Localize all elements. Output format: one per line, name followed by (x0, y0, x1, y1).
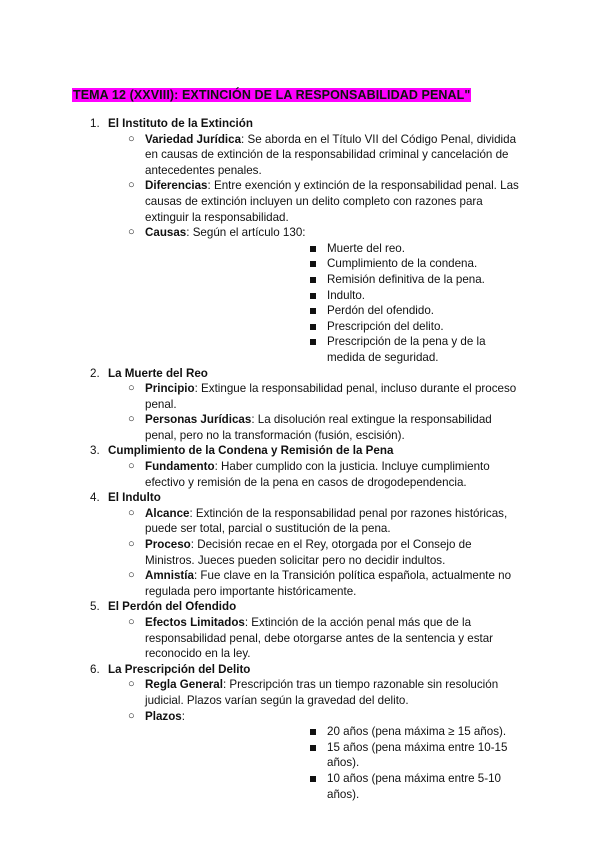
bullet-term: Variedad Jurídica (145, 132, 242, 146)
square-bullet-icon (310, 776, 316, 782)
section-heading: El Perdón del Ofendido (108, 600, 237, 614)
section-heading: El Indulto (108, 491, 161, 505)
sub-bullet-text: 10 años (pena máxima entre 5-10 años). (327, 771, 502, 801)
bullet-text: : Decisión recae en el Rey, otorgada por el Consejo de Ministros. Jueces pueden solicitar pero no decidir indultos. (145, 538, 472, 567)
square-bullet-icon (310, 261, 316, 267)
hollow-bullet-icon: ○ (128, 382, 135, 395)
section-heading: La Prescripción del Delito (108, 662, 251, 676)
bullet-text: : Extinción de la responsabilidad penal por razones históricas, puede ser total, parcial o sustitución de la pena. (145, 506, 508, 536)
bullet-list (0, 506, 600, 600)
hollow-bullet-icon: ○ (128, 179, 135, 192)
sub-bullet-item (145, 724, 522, 740)
bullet-text: : Se aborda en el Título VII del Código Penal, dividida en causas de extinción de la responsabilidad criminal y cancelación de antecedentes penales. (145, 132, 517, 177)
square-bullet-icon (310, 293, 316, 299)
square-bullet-icon (310, 308, 316, 314)
bullet-item (0, 412, 600, 443)
bullet-text: : Extinción de la acción penal más que de la responsabilidad penal, debe otorgarse antes de la sentencia y estar reconocido en la ley. (145, 616, 494, 661)
section-number: 6. (90, 662, 100, 676)
bullet-text: : Haber cumplido con la justicia. Incluye cumplimiento efectivo y remisión de la pena en casos de drogodependencia. (145, 460, 490, 489)
sub-bullet-item (145, 241, 522, 257)
sub-bullet-text: Muerte del reo. (327, 241, 405, 255)
square-bullet-icon (310, 277, 316, 283)
bullet-text: : Fue clave en la Transición política española, actualmente no regulada pero importante históricamente. (145, 569, 512, 598)
bullet-item (0, 459, 600, 490)
bullet-term: Diferencias (145, 179, 208, 193)
bullet-term: Causas (145, 226, 187, 240)
section-heading: El Instituto de la Extinción (108, 117, 253, 130)
bullet-text: : Prescripción tras un tiempo razonable sin resolución judicial. Plazos varían según la gravedad del delito. (145, 678, 499, 707)
bullet-term: Proceso (145, 538, 191, 552)
bullet-item (0, 178, 600, 225)
bullet-text: : (181, 709, 185, 723)
bullet-text: : Según el artículo 130: (186, 226, 306, 240)
square-bullet-icon (310, 339, 316, 345)
sub-bullet-text: 15 años (pena máxima entre 10-15 años). (327, 740, 508, 770)
bullet-item (0, 506, 600, 537)
bullet-list (0, 677, 600, 802)
bullet-item (0, 132, 600, 179)
sub-bullet-text: Prescripción de la pena y de la medida de seguridad. (327, 335, 486, 364)
square-bullet-icon (310, 246, 316, 252)
sub-bullet-text: Indulto. (327, 288, 366, 302)
bullet-text: : La disolución real extingue la responsabilidad penal, pero no la transformación (fusión, escisión). (145, 413, 492, 442)
bullet-text: : Entre exención y extinción de la responsabilidad penal. Las causas de extinción incluyen un delito completo con razones para extinguir la responsabilidad. (145, 179, 519, 224)
bullet-list (0, 381, 600, 443)
section-number: 3. (90, 444, 100, 458)
sub-bullet-text: Perdón del ofendido. (327, 304, 435, 318)
bullet-term: Plazos (145, 709, 182, 723)
square-bullet-icon (310, 745, 316, 751)
bullet-term: Alcance (145, 506, 190, 520)
bullet-text: : Extingue la responsabilidad penal, incluso durante el proceso penal. (145, 382, 517, 411)
section-item (0, 599, 600, 661)
hollow-bullet-icon: ○ (128, 616, 135, 628)
hollow-bullet-icon: ○ (128, 506, 135, 519)
section-number: 4. (90, 491, 100, 505)
bullet-term: Principio (145, 382, 195, 396)
square-bullet-icon (310, 729, 316, 735)
hollow-bullet-icon: ○ (128, 538, 135, 551)
bullet-item (0, 677, 600, 708)
sub-bullet-text: Cumplimiento de la condena. (327, 257, 478, 271)
bullet-item (0, 381, 600, 412)
sub-bullet-item (145, 256, 522, 272)
hollow-bullet-icon: ○ (128, 226, 135, 239)
hollow-bullet-icon: ○ (128, 678, 135, 691)
section-number: 1. (90, 117, 100, 130)
sub-bullet-item (145, 740, 522, 771)
hollow-bullet-icon: ○ (128, 132, 135, 145)
section-item (0, 366, 600, 444)
hollow-bullet-icon: ○ (128, 413, 135, 426)
sub-bullet-item (145, 334, 522, 365)
bullet-term: Efectos Limitados (145, 616, 245, 629)
sub-bullet-item (145, 303, 522, 319)
bullet-item (0, 568, 600, 599)
hollow-bullet-icon: ○ (128, 460, 135, 473)
sub-bullet-item (145, 272, 522, 288)
sub-bullet-list (145, 241, 522, 366)
sub-bullet-text: 20 años (pena máxima ≥ 15 años). (327, 725, 507, 739)
bullet-item (0, 225, 600, 365)
section-item (0, 443, 600, 490)
hollow-bullet-icon: ○ (128, 569, 135, 582)
bullet-list (0, 459, 600, 490)
document-title: TEMA 12 (XXVIII): EXTINCIÓN DE LA RESPONSABILIDAD PENAL" (73, 88, 471, 102)
bullet-term: Amnistía (145, 569, 194, 583)
bullet-item (0, 615, 600, 662)
section-number: 2. (90, 366, 100, 380)
sub-bullet-text: Prescripción del delito. (327, 319, 444, 333)
bullet-list (0, 132, 600, 366)
bullet-item (0, 537, 600, 568)
sub-bullet-item (145, 319, 522, 335)
section-heading: La Muerte del Reo (108, 366, 208, 380)
section-list (0, 116, 600, 802)
section-item (0, 662, 600, 802)
sub-bullet-item (145, 771, 522, 802)
hollow-bullet-icon: ○ (128, 709, 135, 722)
bullet-list (0, 615, 600, 662)
bullet-item (0, 709, 600, 803)
section-item (0, 116, 600, 366)
sub-bullet-item (145, 288, 522, 304)
bullet-term: Regla General (145, 678, 223, 692)
bullet-term: Personas Jurídicas (145, 413, 252, 427)
section-number: 5. (90, 600, 100, 614)
sub-bullet-text: Remisión definitiva de la pena. (327, 272, 485, 286)
section-item (0, 490, 600, 599)
bullet-term: Fundamento (145, 460, 215, 474)
square-bullet-icon (310, 324, 316, 330)
sub-bullet-list (145, 724, 522, 802)
section-heading: Cumplimiento de la Condena y Remisión de la Pena (108, 444, 394, 458)
